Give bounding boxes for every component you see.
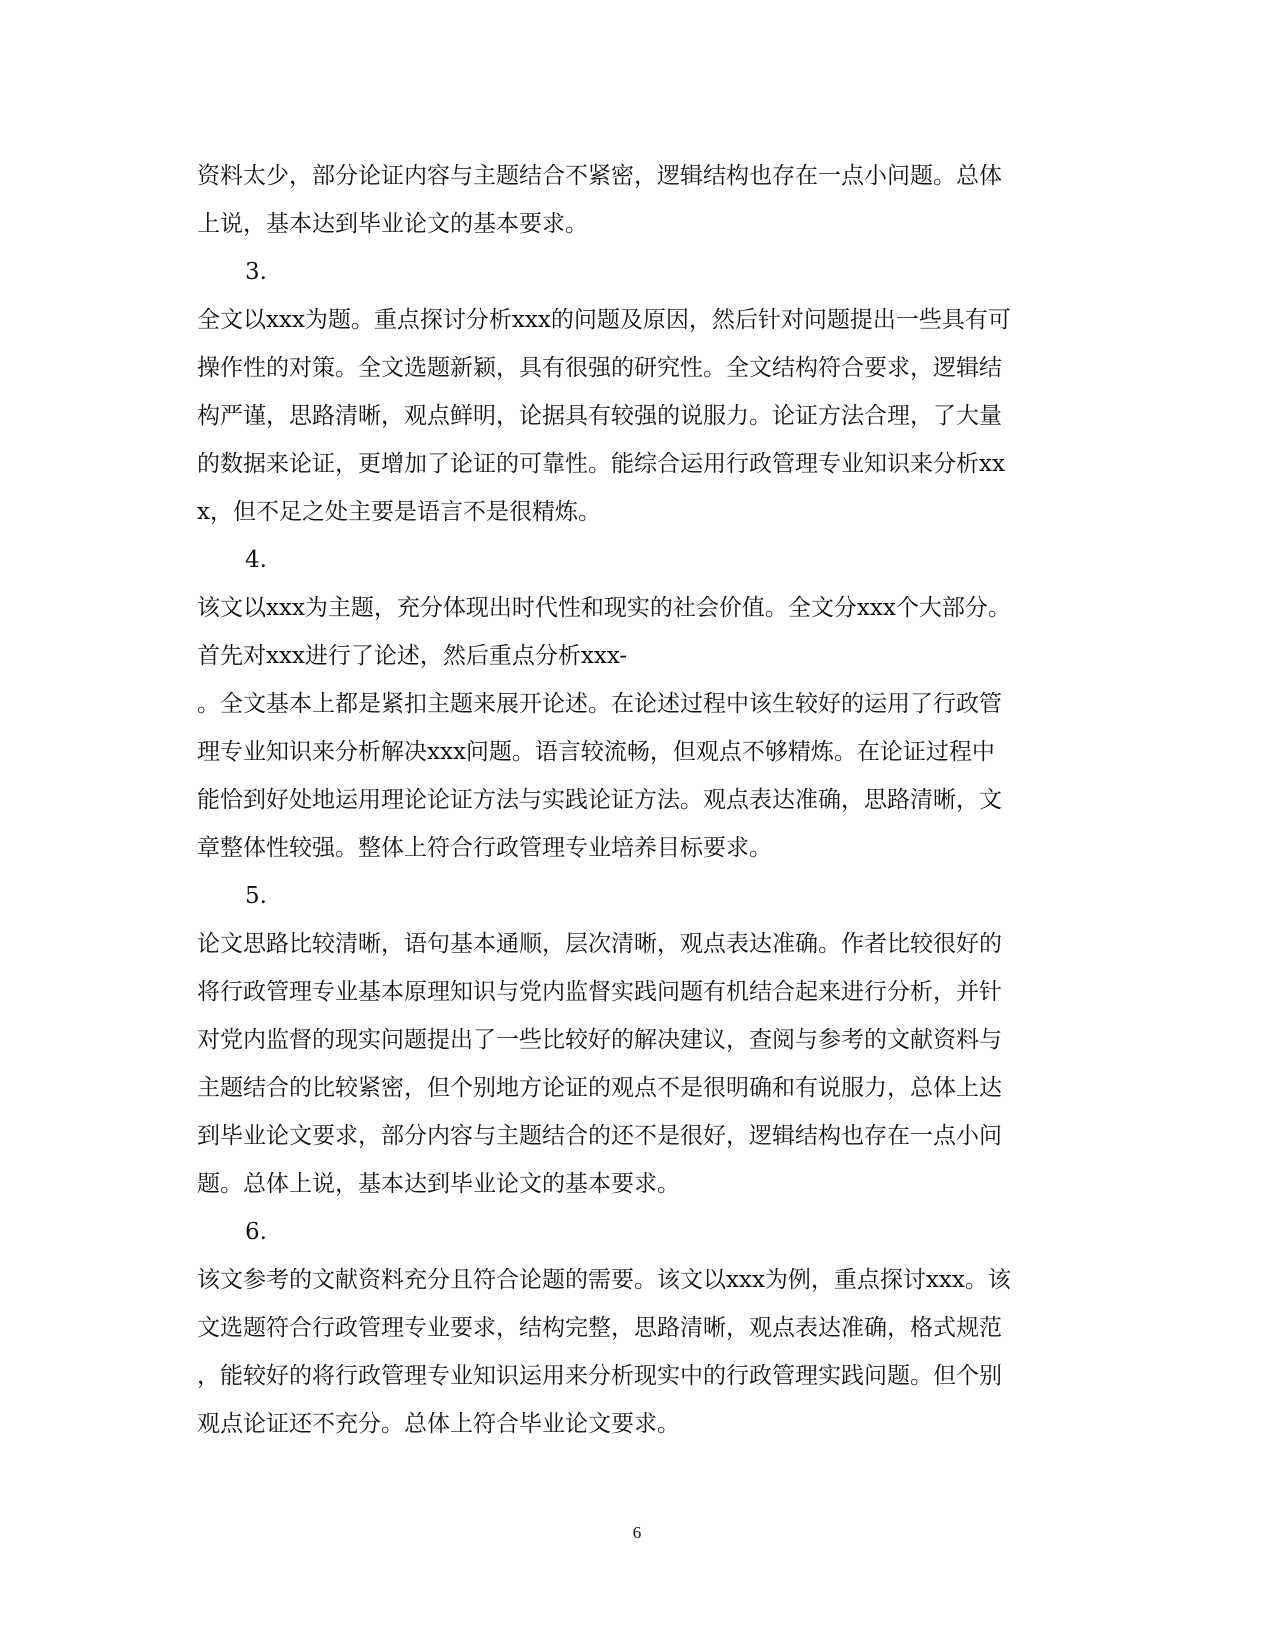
text-line: 主题结合的比较紧密，但个别地方论证的观点不是很明确和有说服力，总体上达 (197, 1075, 1002, 1101)
text-line: 该文以xxx为主题，充分体现出时代性和现实的社会价值。全文分xxx个大部分。 (197, 595, 1011, 621)
text-line: 构严谨，思路清晰，观点鲜明，论据具有较强的说服力。论证方法合理，了大量 (197, 403, 1002, 429)
text-line: 章整体性较强。整体上符合行政管理专业培养目标要求。 (197, 835, 772, 861)
text-line: ，能较好的将行政管理专业知识运用来分析现实中的行政管理实践问题。但个别 (197, 1363, 1002, 1389)
text-line: 上说，基本达到毕业论文的基本要求。 (197, 211, 588, 237)
page-number: 6 (632, 1523, 642, 1542)
text-line: 。全文基本上都是紧扣主题来展开论述。在论述过程中该生较好的运用了行政管 (197, 691, 1002, 717)
item-number: 5. (245, 883, 267, 909)
text-line: x，但不足之处主要是语言不是很精炼。 (197, 499, 601, 525)
text-line: 首先对xxx进行了论述，然后重点分析xxx- (197, 643, 628, 669)
text-line: 全文以xxx为题。重点探讨分析xxx的问题及原因，然后针对问题提出一些具有可 (197, 307, 1011, 333)
text-line: 能恰到好处地运用理论论证方法与实践论证方法。观点表达准确，思路清晰，文 (197, 787, 1002, 813)
text-line: 观点论证还不充分。总体上符合毕业论文要求。 (197, 1411, 680, 1437)
text-line: 论文思路比较清晰，语句基本通顺，层次清晰，观点表达准确。作者比较很好的 (197, 931, 1002, 957)
item-number: 4. (245, 547, 267, 573)
text-line: 操作性的对策。全文选题新颖，具有很强的研究性。全文结构符合要求，逻辑结 (197, 355, 1002, 381)
item-number: 6. (245, 1219, 267, 1245)
text-line: 题。总体上说，基本达到毕业论文的基本要求。 (197, 1171, 680, 1197)
text-line: 理专业知识来分析解决xxx问题。语言较流畅，但观点不够精炼。在论证过程中 (197, 739, 995, 765)
text-line: 该文参考的文献资料充分且符合论题的需要。该文以xxx为例，重点探讨xxx。该 (197, 1267, 1011, 1293)
text-line: 对党内监督的现实问题提出了一些比较好的解决建议，查阅与参考的文献资料与 (197, 1027, 1002, 1053)
text-line: 的数据来论证，更增加了论证的可靠性。能综合运用行政管理专业知识来分析xx (197, 451, 1005, 477)
text-line: 文选题符合行政管理专业要求，结构完整，思路清晰，观点表达准确，格式规范 (197, 1315, 1002, 1341)
text-line: 资料太少，部分论证内容与主题结合不紧密，逻辑结构也存在一点小问题。总体 (197, 163, 1002, 189)
item-number: 3. (245, 259, 267, 285)
text-line: 将行政管理专业基本原理知识与党内监督实践问题有机结合起来进行分析，并针 (197, 979, 1002, 1005)
body-text (197, 152, 1077, 1448)
text-line: 到毕业论文要求，部分内容与主题结合的还不是很好，逻辑结构也存在一点小问 (197, 1123, 1002, 1149)
